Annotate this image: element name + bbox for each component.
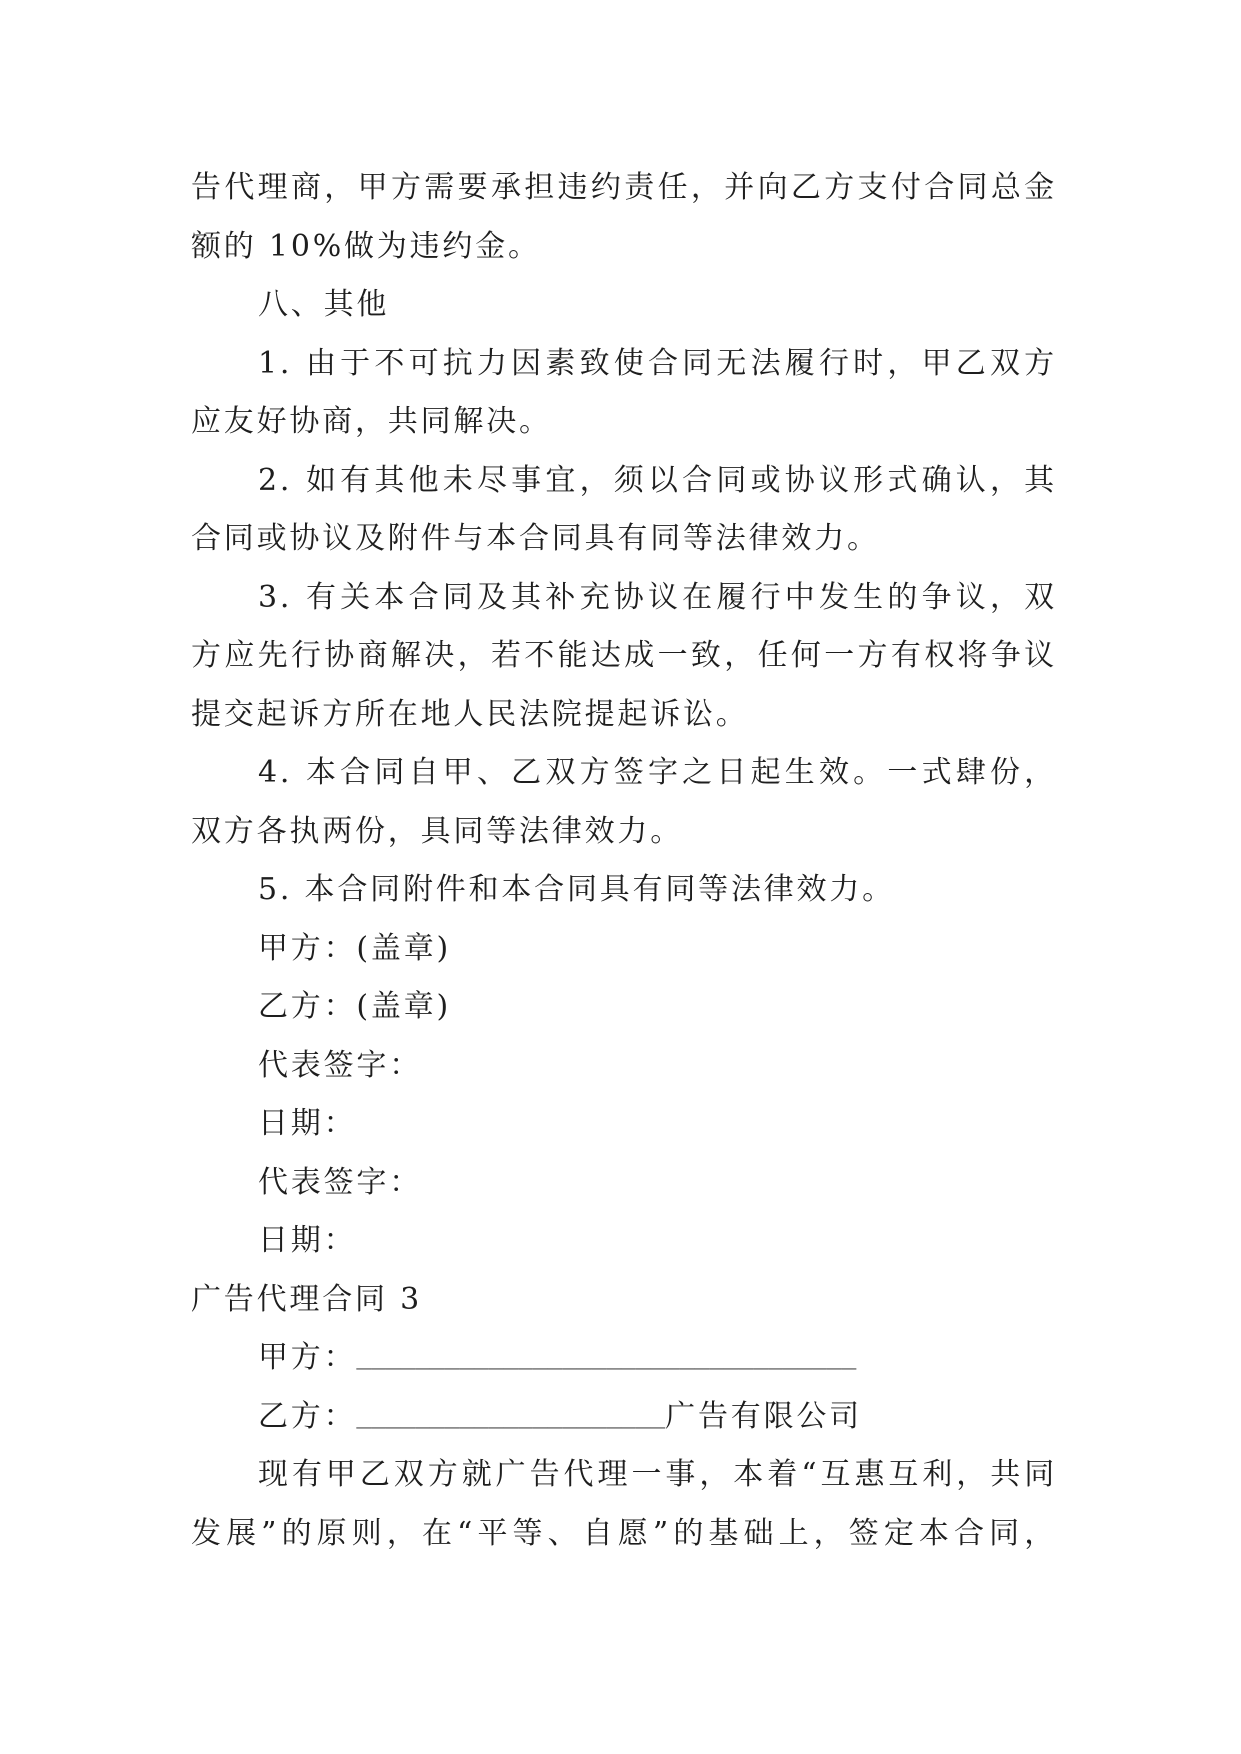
party-b-line	[191, 1388, 1057, 1447]
preamble-line: 现有甲乙双方就广告代理一事，本着“互惠互利，共同	[258, 1457, 1057, 1492]
clause-4-line: 4. 本合同自甲、乙双方签字之日起生效。一式肆份，	[258, 755, 1057, 790]
date-label: 日期：	[258, 1223, 357, 1258]
clause-1-line: 1. 由于不可抗力因素致使合同无法履行时，甲乙双方	[258, 345, 1057, 381]
clause-1-line: 应友好协商，共同解决。	[191, 404, 552, 439]
clause-4-line: 双方各执两份，具同等法律效力。	[191, 813, 683, 849]
party-a-line	[191, 1329, 1057, 1388]
clause-3-line: 方应先行协商解决，若不能达成一致，任何一方有权将争议	[191, 638, 1057, 673]
party-b-company-suffix: 广告有限公司	[665, 1398, 862, 1434]
party-b-seal-label: 乙方：(盖章)	[258, 989, 452, 1024]
representative-signature-label: 代表签字：	[258, 1047, 422, 1083]
representative-signature-label: 代表签字：	[258, 1164, 422, 1200]
clause-3-line: 3. 有关本合同及其补充协议在履行中发生的争议，双	[258, 579, 1057, 615]
paragraph-line: 额的 10%做为违约金。	[191, 228, 541, 264]
clause-3-line: 提交起诉方所在地人民法院提起诉讼。	[191, 696, 749, 732]
contract-title: 广告代理合同 3	[191, 1281, 423, 1317]
clause-2-line: 2. 如有其他未尽事宜，须以合同或协议形式确认，其	[258, 462, 1057, 498]
paragraph-line: 告代理商，甲方需要承担违约责任，并向乙方支付合同总金	[191, 170, 1057, 205]
clause-2-line: 合同或协议及附件与本合同具有同等法律效力。	[191, 521, 880, 556]
document-body	[191, 159, 1057, 1563]
date-label: 日期：	[258, 1106, 357, 1141]
party-b-blank: _____________________	[356, 1406, 666, 1434]
section-heading: 八、其他	[258, 287, 390, 322]
party-a-seal-label: 甲方：(盖章)	[258, 930, 452, 966]
party-a-label: 甲方：	[258, 1340, 357, 1375]
clause-5-line: 5. 本合同附件和本合同具有同等法律效力。	[258, 872, 895, 907]
party-a-blank: __________________________________	[356, 1348, 857, 1375]
preamble-line: 发展”的原则，在“平等、自愿”的基础上，签定本合同，	[191, 1515, 1057, 1551]
party-b-label: 乙方：	[258, 1398, 357, 1434]
